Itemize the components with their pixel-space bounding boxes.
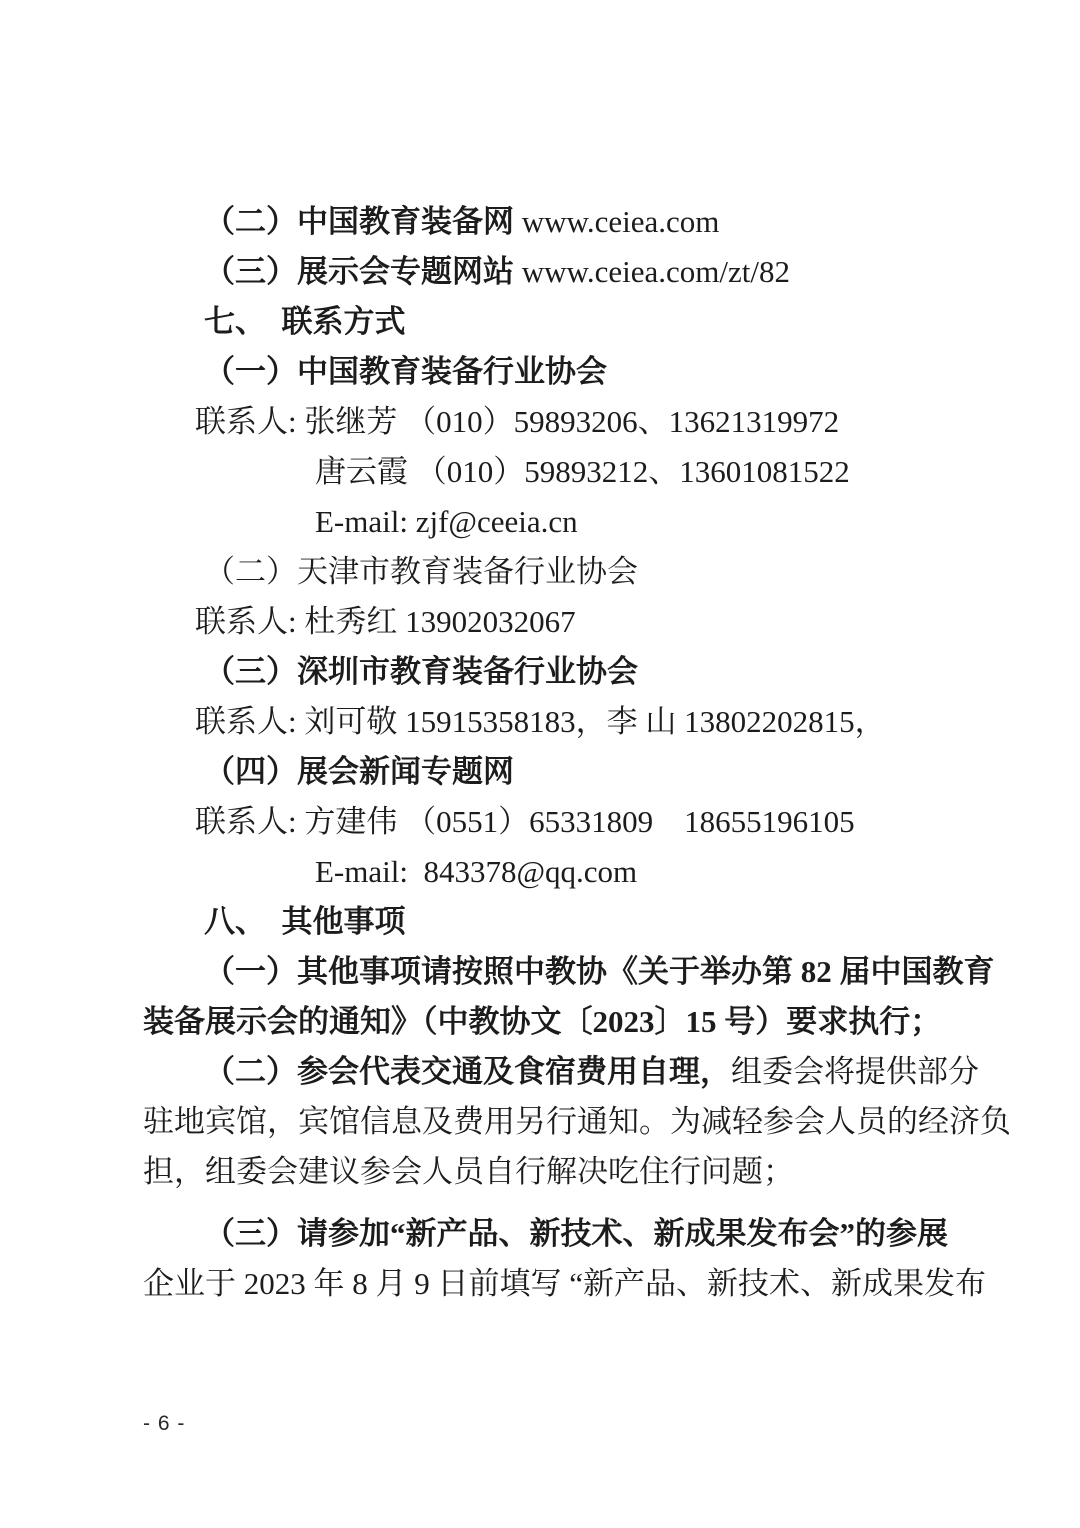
- page-number: - 6 -: [143, 1412, 186, 1435]
- paragraph-text: （一）其他事项请按照中教协《关于举办第 82 届中国教育: [204, 954, 995, 989]
- subsection-heading-text: （三）深圳市教育装备行业协会: [204, 654, 638, 689]
- section-heading-text: 八、 其他事项: [204, 904, 406, 939]
- website-url: www.ceiea.com/zt/82: [521, 254, 791, 289]
- contact-duxiuhong: [143, 597, 953, 647]
- subsection-3-shenzhen: [143, 647, 953, 697]
- item-1-line-2: [143, 997, 953, 1047]
- subsection-heading-text: （一）中国教育装备行业协会: [204, 354, 607, 389]
- email-843378: [143, 847, 953, 897]
- subsection-2-tianjin: [143, 547, 953, 597]
- contact-text: 联系人: 刘可敬 15915358183，李 山 13802202815，: [195, 704, 886, 739]
- section-8-heading: [143, 897, 953, 947]
- email-text: E-mail: 843378@qq.com: [315, 854, 638, 889]
- subsection-heading-text: （二）天津市教育装备行业协会: [204, 554, 638, 589]
- contact-text: 联系人: 张继芳 （010）59893206、13621319972: [195, 404, 840, 439]
- contact-tangyunxia: [143, 447, 953, 497]
- paragraph-text: 担，组委会建议参会人员自行解决吃住行问题；: [143, 1154, 794, 1189]
- section-heading-text: 七、 联系方式: [204, 304, 406, 339]
- contact-liukejing-lishan: [143, 697, 953, 747]
- website-label: （三）展示会专题网站: [204, 254, 522, 289]
- website-label: （二）中国教育装备网: [204, 204, 522, 239]
- email-text: E-mail: zjf@ceeia.cn: [315, 504, 578, 539]
- subsection-heading-text: （四）展会新闻专题网: [204, 754, 514, 789]
- contact-fangjianwei: [143, 797, 953, 847]
- contact-text: 联系人: 杜秀红 13902032067: [195, 604, 576, 639]
- paragraph-text: 企业于 2023 年 8 月 9 日前填写 “新产品、新技术、新成果发布: [143, 1266, 987, 1301]
- item-2-line-3: [143, 1147, 953, 1197]
- paragraph-text: （三）请参加“新产品、新技术、新成果发布会”的参展: [204, 1216, 948, 1251]
- contact-text: 唐云霞 （010）59893212、13601081522: [315, 454, 850, 489]
- item-2-line-2: [143, 1097, 1011, 1147]
- document-body: [143, 197, 1011, 1309]
- item-3-line-2: [143, 1259, 987, 1309]
- item-2-line-1: [143, 1047, 979, 1097]
- website-line-ceiea: [143, 197, 953, 247]
- website-url: www.ceiea.com: [521, 204, 720, 239]
- section-7-heading: [143, 297, 953, 347]
- website-line-zt82: [143, 247, 953, 297]
- subsection-4-news-site: [143, 747, 953, 797]
- paragraph-text: 组委会将提供部分: [731, 1054, 979, 1089]
- contact-zhangjifang: [143, 397, 953, 447]
- paragraph-text: 驻地宾馆，宾馆信息及费用另行通知。为减轻参会人员的经济负: [143, 1104, 1011, 1139]
- subsection-1-ceeia: [143, 347, 953, 397]
- item-3-line-1: [143, 1209, 953, 1259]
- item-1-line-1: [143, 947, 995, 997]
- paragraph-text-bold: （二）参会代表交通及食宿费用自理，: [204, 1054, 731, 1089]
- contact-text: 联系人: 方建伟 （0551）65331809 18655196105: [195, 804, 855, 839]
- paragraph-text: 装备展示会的通知》（中教协文〔2023〕15 号）要求执行；: [143, 1004, 942, 1039]
- email-zjf: [143, 497, 953, 547]
